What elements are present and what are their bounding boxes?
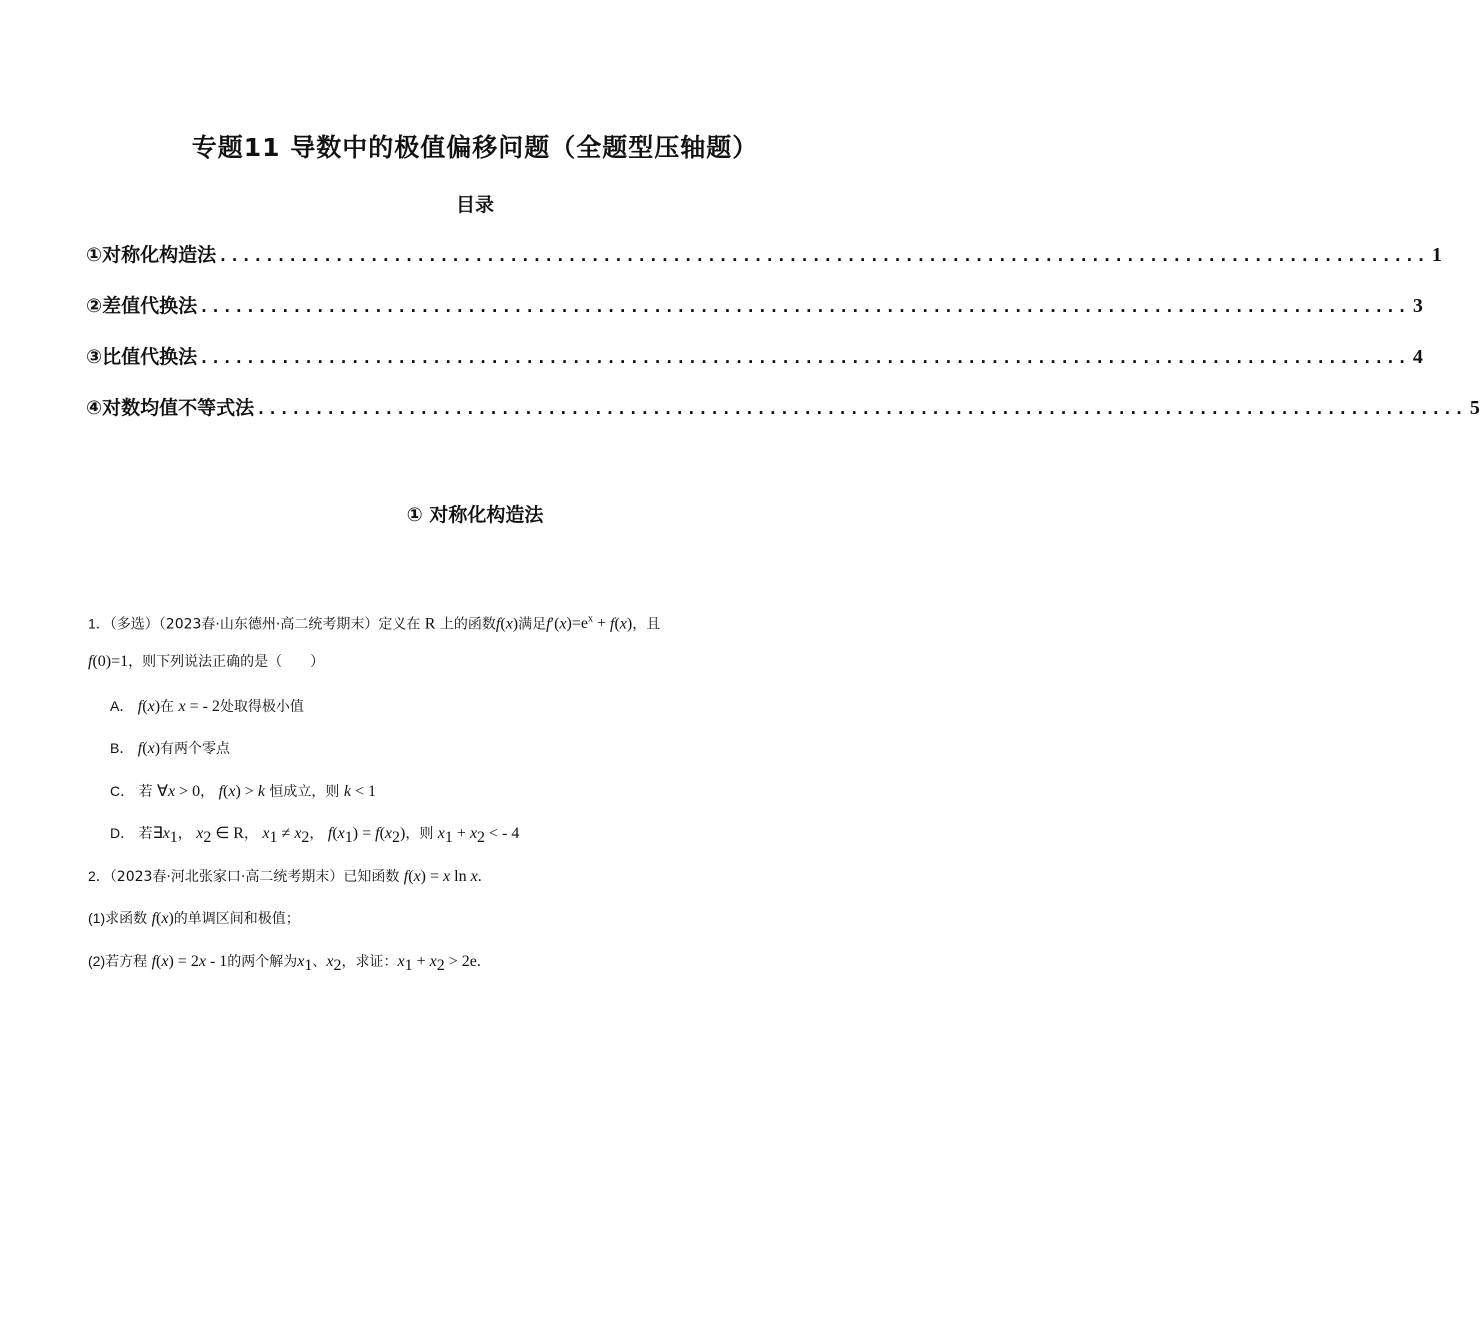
- toc-entry-difference-substitution[interactable]: [86, 291, 1423, 342]
- toc-leader-dots: ........................................................................................................: [199, 297, 1409, 316]
- toc-heading: 目录: [455, 194, 494, 216]
- toc-entry-label: ②差值代换法: [86, 295, 198, 317]
- math-expr: f: [403, 868, 409, 885]
- toc-leader-dots: ........................................................................................................: [199, 348, 1409, 367]
- toc-entry-ratio-substitution[interactable]: [86, 342, 1423, 393]
- toc-entry-page: 1: [1431, 244, 1442, 266]
- math-expr: f: [546, 615, 551, 633]
- math-expr: f: [88, 653, 93, 670]
- question-1-stem: 1．（多选）（2023春·山东德州·高二统考期末）定义在 R 上的函数f(x)满足$f'(x)=e^x + f(x)$，且: [88, 614, 661, 633]
- option-c[interactable]: C． 若 ∀x > 0， f(x) > k 恒成立，则 k < 1: [110, 783, 376, 800]
- page-title: 专题11 导数中的极值偏移问题（全题型压轴题）: [191, 133, 759, 162]
- math-expr: f: [137, 698, 143, 715]
- toc-entry-label: ①对称化构造法: [86, 244, 217, 266]
- math-expr: f: [151, 910, 157, 927]
- toc-leader-dots: ........................................................................................................: [256, 399, 1466, 418]
- toc-leader-dots: ........................................................................................................: [218, 246, 1428, 265]
- option-a[interactable]: A． f(x)在 x = - 2处取得极小值: [110, 698, 304, 715]
- section-heading: ① 对称化构造法: [406, 504, 544, 526]
- toc-entry-page: 3: [1412, 295, 1423, 317]
- toc-entry-log-mean-inequality[interactable]: [86, 393, 1480, 444]
- toc-entry-page: 4: [1412, 346, 1423, 368]
- math-expr: f: [495, 615, 501, 633]
- math-expr: f: [137, 740, 143, 757]
- option-b[interactable]: B． f(x)有两个零点: [110, 740, 231, 757]
- question-1-stem-cont: f(0)=1，则下列说法正确的是（ ）: [88, 653, 325, 670]
- toc-entry-label: ③比值代换法: [86, 346, 198, 368]
- math-expr: f: [151, 953, 157, 970]
- toc-entry-symmetric-construction[interactable]: [86, 240, 1442, 291]
- toc-entry-page: 5: [1469, 397, 1480, 419]
- option-d[interactable]: D． 若$\exists x_1$， $x_2$ ∈ R， $x_1 \ne x_2$， $f(x_1) = f(x_2)$，则 $x_1 + x_2$ < - 4: [110, 825, 520, 846]
- table-of-contents: [86, 240, 1480, 444]
- toc-entry-label: ④对数均值不等式法: [86, 397, 255, 419]
- question-2-stem: 2．（2023春·河北张家口·高二统考期末）已知函数 f(x) = x ln x.: [88, 868, 482, 885]
- question-2-part-2: (2)若方程 f(x) = 2x - 1的两个解为$x_1$、$x_2$，求证：$x_1 + x_2 > 2e$.: [88, 953, 481, 974]
- question-2-part-1: (1)求函数 f(x)的单调区间和极值；: [88, 910, 300, 927]
- math-expr: R: [424, 615, 436, 633]
